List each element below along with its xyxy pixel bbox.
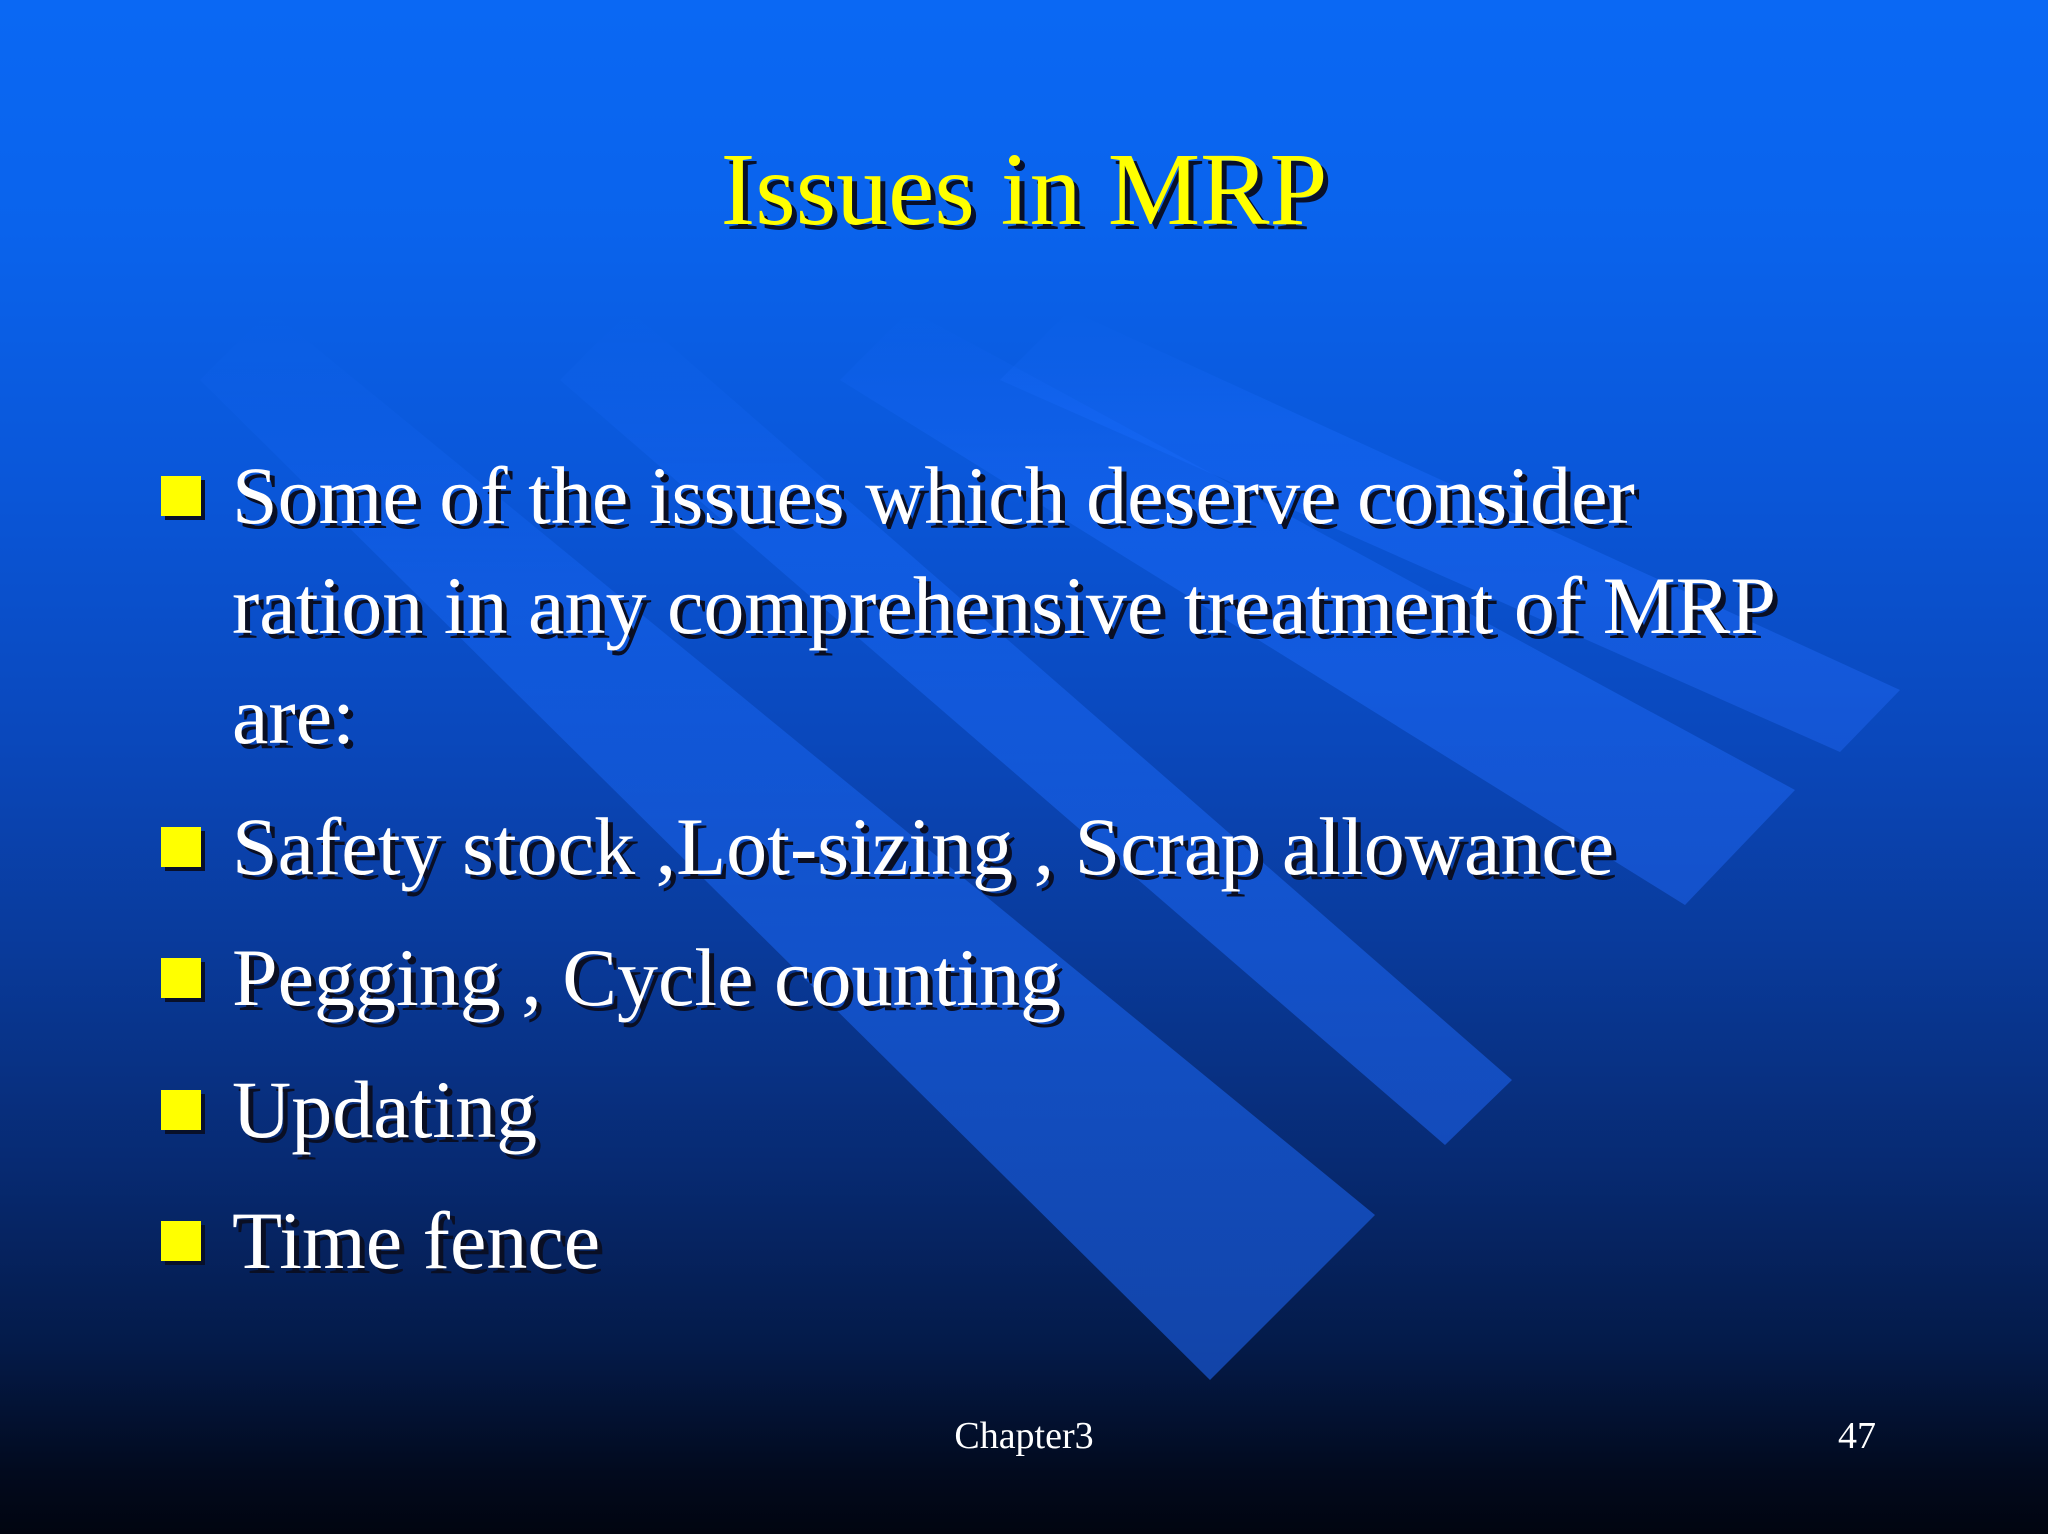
bullet-marker-icon [161, 476, 201, 516]
footer-chapter: Chapter3 [954, 1415, 1094, 1457]
bullet-marker-icon [161, 827, 201, 867]
bullet-text-line: Safety stock ,Lot-sizing , Scrap allowance [232, 801, 1615, 892]
bullet-marker-icon [161, 1090, 201, 1130]
slide-title: Issues in MRP [720, 132, 1328, 247]
bullet-text-line: are: [232, 670, 355, 761]
bullet-text-line: Time fence [232, 1195, 601, 1286]
bullet-marker-icon [161, 958, 201, 998]
bullet-marker-icon [161, 1221, 201, 1261]
bullet-text-line: Some of the issues which deserve consider [232, 450, 1635, 541]
page-number: 47 [1838, 1415, 1876, 1457]
bullet-text-line: Pegging , Cycle counting [232, 932, 1062, 1023]
bullet-text-line: Updating [232, 1064, 538, 1155]
bullet-text-line: ration in any comprehensive treatment of MRP [232, 560, 1776, 651]
